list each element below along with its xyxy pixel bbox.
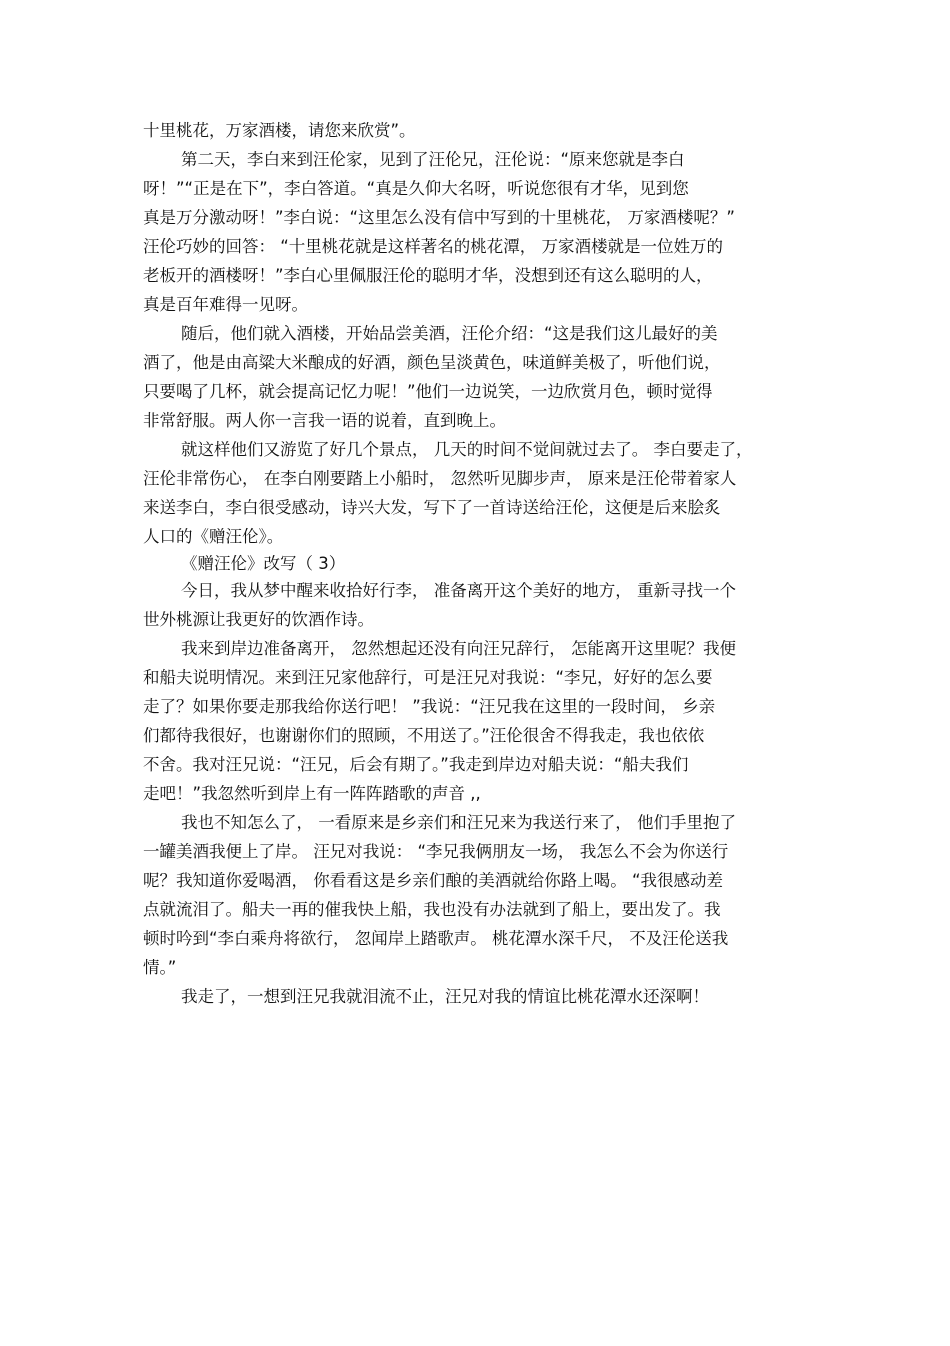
- text-line: 点就流泪了。船夫一再的催我快上船，我也没有办法就到了船上，要出发了。我: [143, 900, 721, 919]
- text-line: 就这样他们又游览了好几个景点， 几天的时间不觉间就过去了。 李白要走了，: [181, 440, 753, 459]
- text-line: 老板开的酒楼呀！”李白心里佩服汪伦的聪明才华，没想到还有这么聪明的人，: [143, 266, 713, 285]
- text-line: 真是万分激动呀！”李白说：“这里怎么没有信中写到的十里桃花， 万家酒楼呢？”: [143, 208, 735, 227]
- text-line: 不舍。我对汪兄说：“汪兄，后会有期了。”我走到岸边对船夫说：“船夫我们: [143, 755, 689, 774]
- text-line: 随后，他们就入酒楼，开始品尝美酒，汪伦介绍：“这是我们这儿最好的美: [181, 324, 718, 343]
- text-line: 走吧！”我忽然听到岸上有一阵阵踏歌的声音 ,,: [143, 784, 481, 803]
- text-line: 酒了，他是由高粱大米酿成的好酒，颜色呈淡黄色，味道鲜美极了，听他们说，: [143, 353, 721, 372]
- text-line: 我也不知怎么了， 一看原来是乡亲们和汪兄来为我送行来了， 他们手里抱了: [181, 813, 736, 832]
- section-title: 《赠汪伦》改写（ 3）: [181, 554, 346, 573]
- text-line: 只要喝了几杯，就会提高记忆力呢！”他们一边说笑，一边欣赏月色，顿时觉得: [143, 382, 713, 401]
- text-line: 汪伦巧妙的回答： “十里桃花就是这样著名的桃花潭， 万家酒楼就是一位姓万的: [143, 237, 724, 256]
- text-line: 情。”: [143, 958, 177, 977]
- text-line: 来送李白，李白很受感动，诗兴大发，写下了一首诗送给汪伦，这便是后来脍炙: [143, 498, 721, 517]
- text-line: 汪伦非常伤心， 在李白刚要踏上小船时， 忽然听见脚步声， 原来是汪伦带着家人: [143, 469, 737, 488]
- text-line: 世外桃源让我更好的饮酒作诗。: [143, 610, 374, 629]
- text-line: 和船夫说明情况。来到汪兄家他辞行，可是汪兄对我说：“李兄，好好的怎么要: [143, 668, 713, 687]
- text-line: 一罐美酒我便上了岸。 汪兄对我说： “李兄我俩朋友一场， 我怎么不会为你送行: [143, 842, 729, 861]
- text-line: 顿时吟到“李白乘舟将欲行， 忽闻岸上踏歌声。 桃花潭水深千尺， 不及汪伦送我: [143, 929, 729, 948]
- text-line: 呀！”“正是在下”，李白答道。“真是久仰大名呀，听说您很有才华，见到您: [143, 179, 689, 198]
- text-line: 非常舒服。两人你一言我一语的说着，直到晚上。: [143, 411, 506, 430]
- text-line: 第二天，李白来到汪伦家，见到了汪伦兄，汪伦说：“原来您就是李白: [181, 150, 685, 169]
- text-line: 人口的《赠汪伦》。: [143, 527, 284, 546]
- text-line: 走了？如果你要走那我给你送行吧！ ”我说：“汪兄我在这里的一段时间， 乡亲: [143, 697, 716, 716]
- text-line: 真是百年难得一见呀。: [143, 295, 308, 314]
- text-line: 们都待我很好，也谢谢你们的照顾，不用送了。”汪伦很舍不得我走，我也依依: [143, 726, 705, 745]
- text-line: 十里桃花，万家酒楼，请您来欣赏”。: [143, 121, 416, 140]
- text-line: 我走了，一想到汪兄我就泪流不止，汪兄对我的情谊比桃花潭水还深啊！: [181, 987, 709, 1006]
- text-line: 今日，我从梦中醒来收拾好行李， 准备离开这个美好的地方， 重新寻找一个: [181, 581, 736, 600]
- text-line: 呢？我知道你爱喝酒， 你看看这是乡亲们酿的美酒就给你路上喝。 “我很感动差: [143, 871, 724, 890]
- text-line: 我来到岸边准备离开， 忽然想起还没有向汪兄辞行， 怎能离开这里呢？我便: [181, 639, 736, 658]
